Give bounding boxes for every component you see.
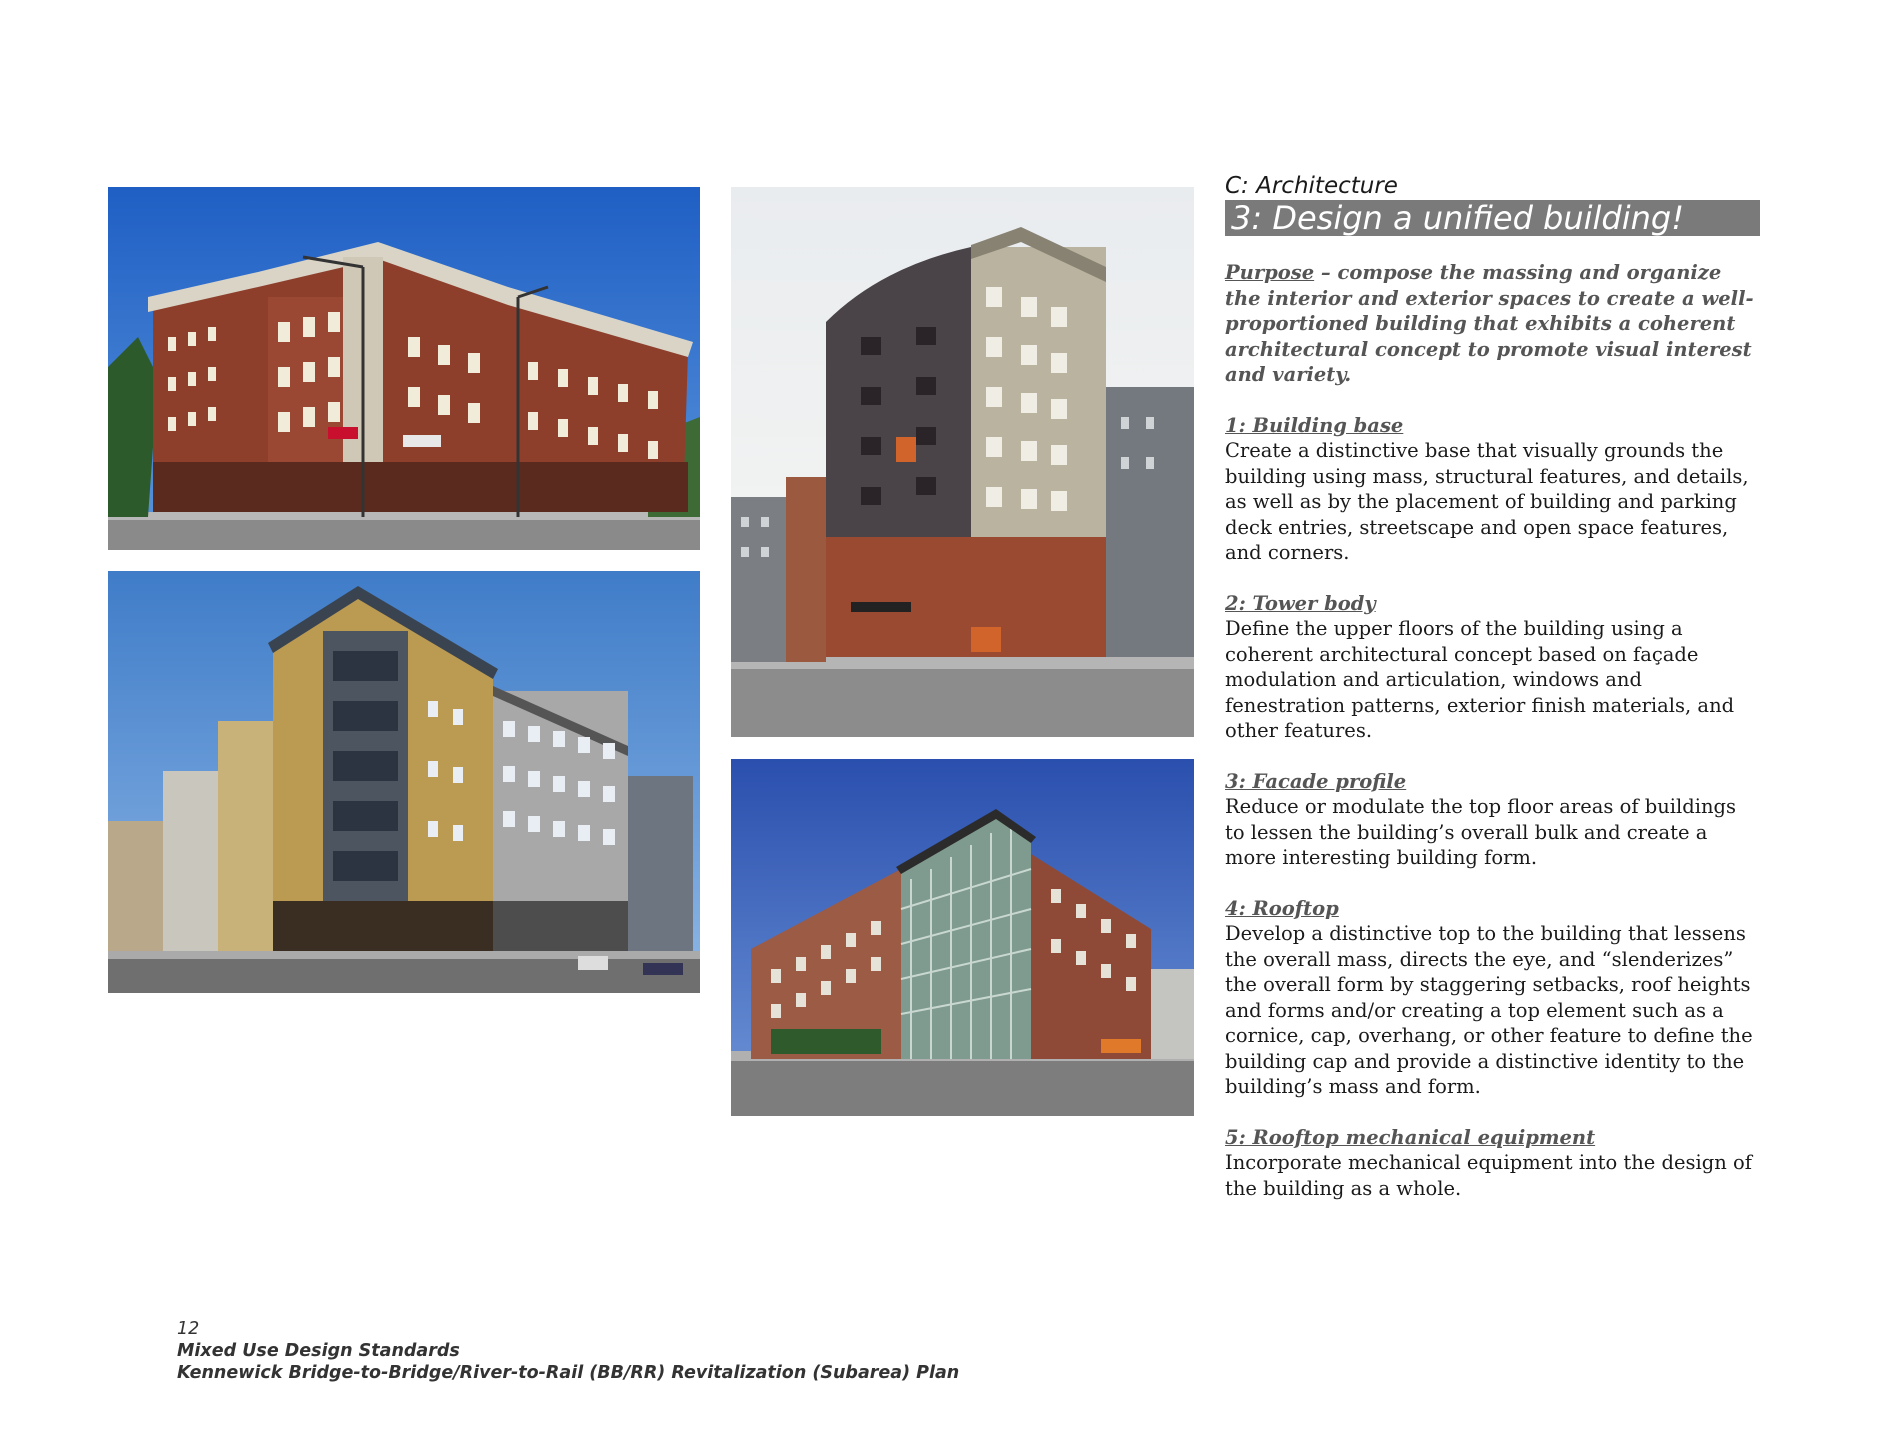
guideline-body: Define the upper floors of the building using a coherent architectural concept based on façade modulation and articulation, windows and fenestration patterns, exterior finish materials, and other features. [1225, 617, 1735, 742]
guideline-body: Incorporate mechanical equipment into the design of the building as a whole. [1225, 1151, 1752, 1200]
footer-document-title: Mixed Use Design Standards [177, 1341, 460, 1361]
purpose-text: – compose the massing and organize the interior and exterior spaces to create a well-proportioned building that exhibits a coherent architectural concept to promote visual interest and variety. [1225, 261, 1754, 386]
photo-modern-mid-rise-building [108, 571, 700, 993]
section-label: C: Architecture [1225, 173, 1398, 199]
page-footer [177, 1318, 959, 1384]
purpose-lead: Purpose [1225, 261, 1315, 284]
section-title: 3: Design a unified building! [1225, 200, 1760, 236]
guideline-body: Reduce or modulate the top floor areas of buildings to lessen the building’s overall bulk and create a more interesting building form. [1225, 795, 1737, 869]
guideline-title: 5: Rooftop mechanical equipment [1225, 1125, 1596, 1149]
purpose-paragraph [1225, 260, 1760, 388]
page-number: 12 [177, 1319, 200, 1339]
photo-brick-glass-corner-building [731, 759, 1194, 1116]
photo-residential-tower-curved-roof [731, 187, 1194, 737]
guideline-title: 4: Rooftop [1225, 896, 1339, 920]
photo-brick-mixed-use-building [108, 187, 700, 550]
guideline-tower-body [1225, 591, 1760, 744]
guideline-rooftop-mechanical-equipment [1225, 1125, 1760, 1202]
footer-plan-title: Kennewick Bridge-to-Bridge/River-to-Rail (BB/RR) Revitalization (Subarea) Plan [177, 1363, 960, 1383]
text-column [1225, 172, 1760, 1201]
guideline-building-base [1225, 413, 1760, 566]
guideline-title: 3: Facade profile [1225, 769, 1407, 793]
guideline-rooftop [1225, 896, 1760, 1100]
guideline-body: Develop a distinctive top to the building that lessens the overall mass, directs the eye, and “slenderizes” the overall form by staggering setbacks, roof heights and forms and/or creating a top element such as a cornice, cap, overhang, or other feature to define the building cap and provide a distinctive identity to the building’s mass and form. [1225, 922, 1753, 1098]
guideline-body: Create a distinctive base that visually grounds the building using mass, structural features, and details, as well as by the placement of building and parking deck entries, streetscape and open space features, and corners. [1225, 439, 1749, 564]
guideline-facade-profile [1225, 769, 1760, 871]
guideline-title: 2: Tower body [1225, 591, 1376, 615]
guideline-title: 1: Building base [1225, 413, 1404, 437]
